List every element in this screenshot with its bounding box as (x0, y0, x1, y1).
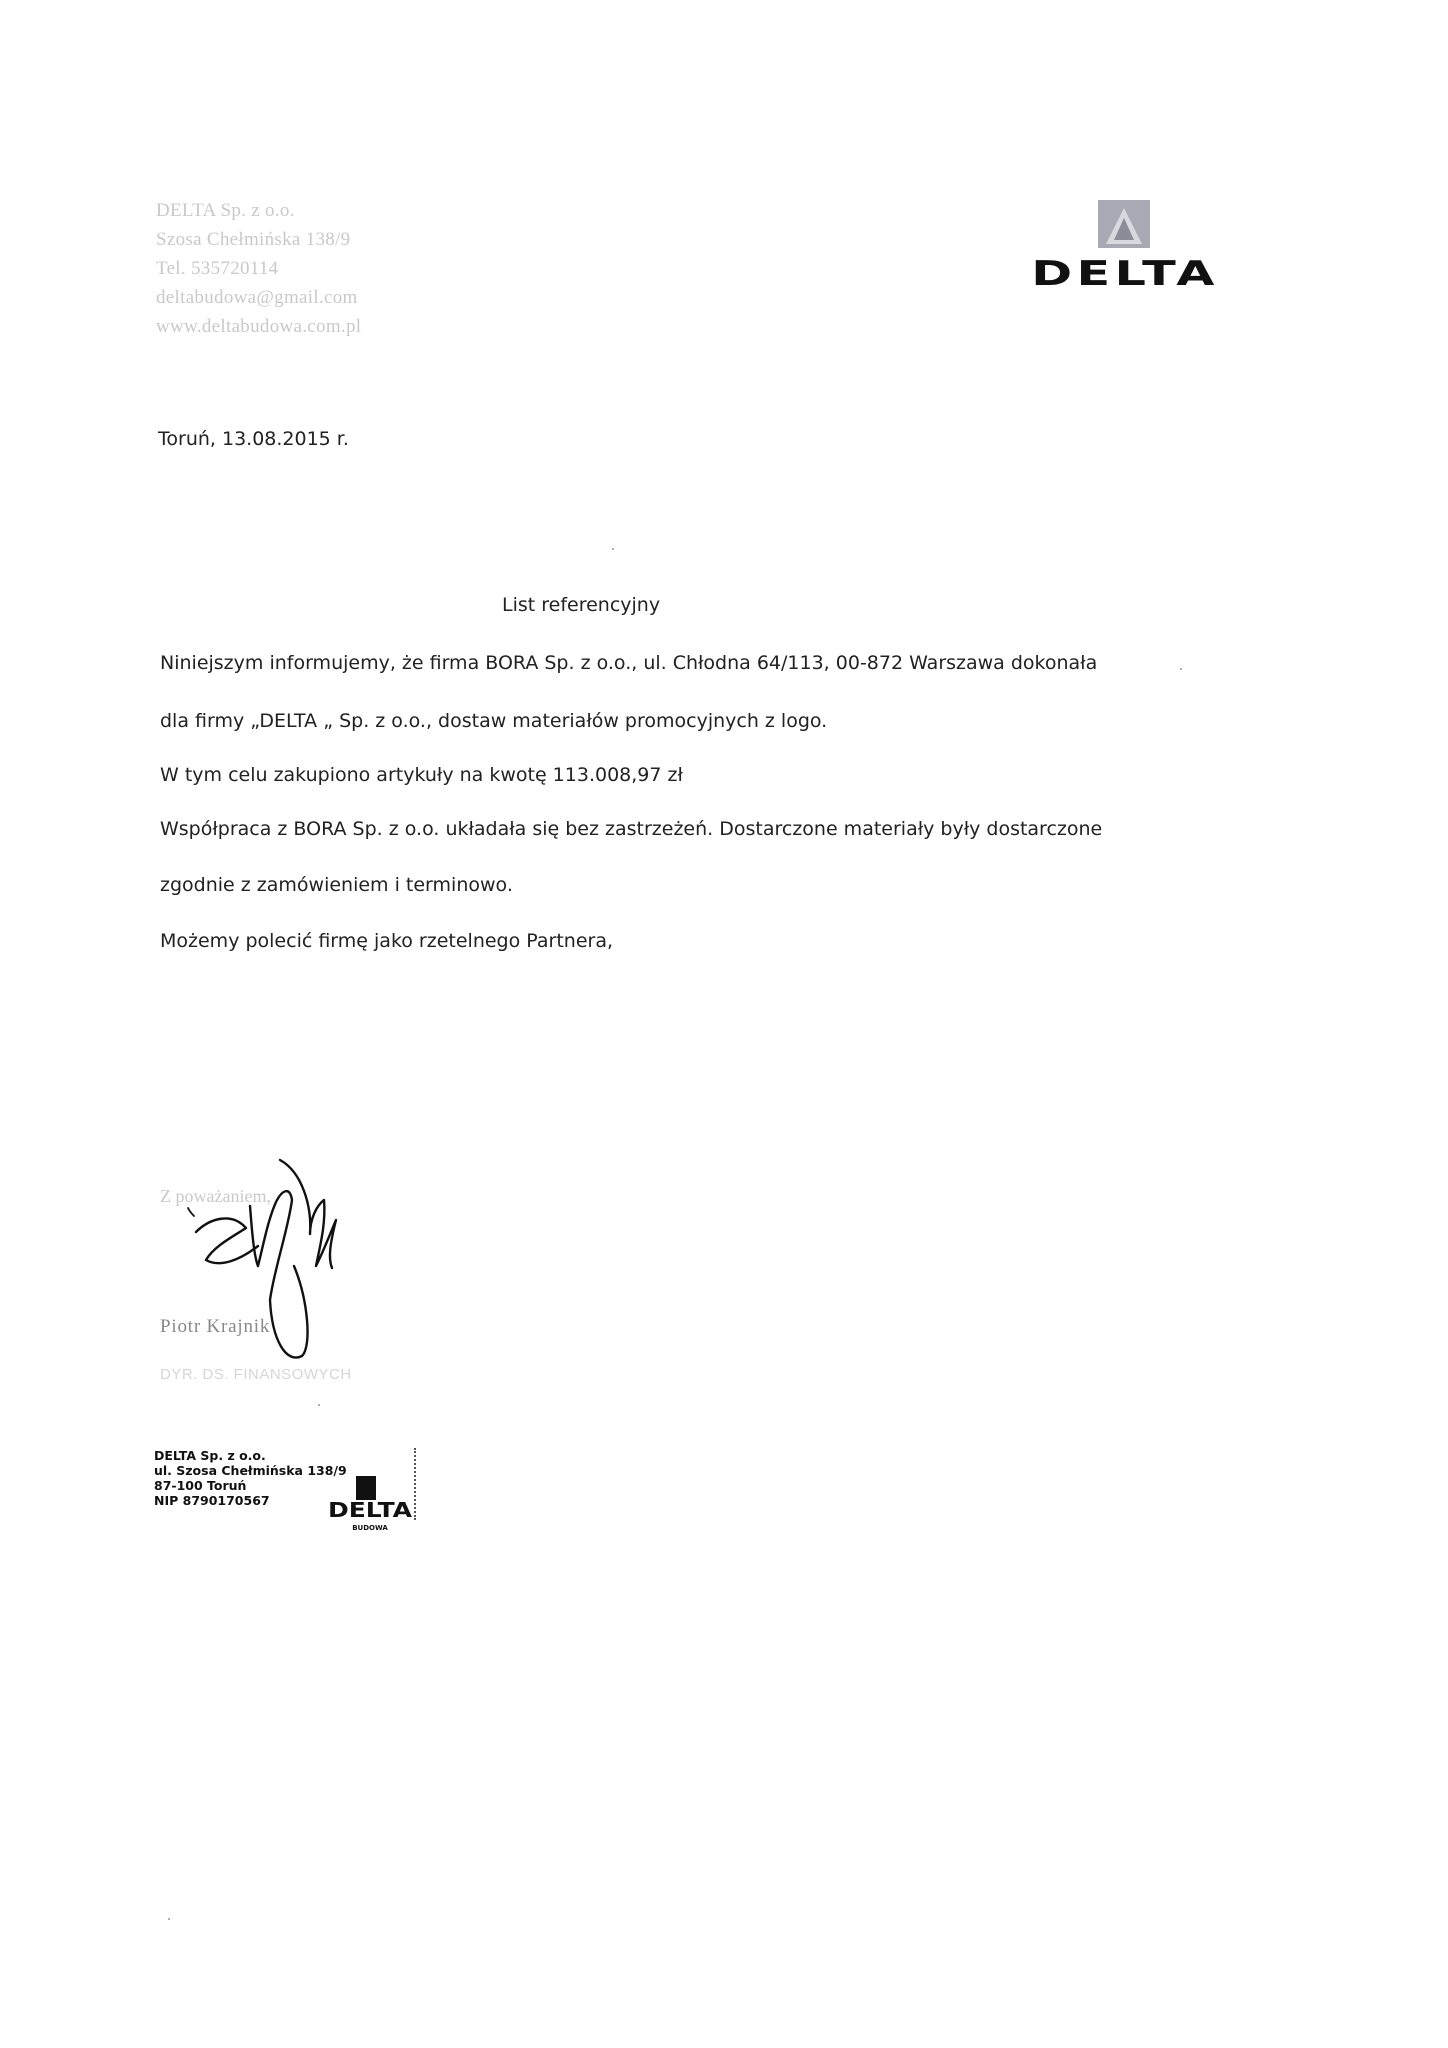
letterhead-street: Szosa Chełmińska 138/9 (156, 229, 351, 250)
closing-salutation: Z poważaniem, (160, 1186, 271, 1206)
handwritten-signature (180, 1150, 410, 1380)
signer-role: DYR. DS. FINANSOWYCH (160, 1366, 352, 1383)
body-paragraph-line: Niniejszym informujemy, że firma BORA Sp. z o.o., ul. Chłodna 64/113, 00-872 Warszawa dokonała (160, 652, 1098, 674)
body-paragraph-line: W tym celu zakupiono artykuły na kwotę 113.008,97 zł (160, 764, 683, 786)
scan-speck (1180, 668, 1182, 670)
company-logo (1020, 200, 1230, 294)
stamp-street: ul. Szosa Chełmińska 138/9 (154, 1463, 347, 1478)
body-paragraph-line: Możemy polecić firmę jako rzetelnego Partnera, (160, 930, 614, 952)
body-paragraph-line: dla firmy „DELTA „ Sp. z o.o., dostaw materiałów promocyjnych z logo. (160, 710, 828, 732)
letterhead-email: deltabudowa@gmail.com (156, 287, 358, 308)
stamp-city: 87-100 Toruń (154, 1478, 247, 1493)
stamp-logo (326, 1476, 414, 1538)
body-paragraph-line: Współpraca z BORA Sp. z o.o. układała się bez zastrzeżeń. Dostarczone materiały były dostarczone (160, 818, 1103, 840)
scan-speck (318, 1404, 320, 1406)
signer-name: Piotr Krajnik (160, 1316, 271, 1337)
company-stamp (150, 1448, 420, 1548)
scan-speck (168, 1918, 170, 1920)
letterhead-phone: Tel. 535720114 (156, 258, 279, 279)
body-paragraph-line: zgodnie z zamówieniem i terminowo. (160, 874, 513, 896)
stamp-triangle-icon (356, 1476, 376, 1500)
letter-title: List referencyjny (502, 594, 661, 616)
stamp-company: DELTA Sp. z o.o. (154, 1448, 266, 1463)
letterhead-website: www.deltabudowa.com.pl (156, 316, 362, 337)
letter-date: Toruń, 13.08.2015 r. (158, 428, 349, 450)
stamp-dotted-edge (414, 1448, 418, 1520)
delta-triangle-icon (1098, 200, 1150, 248)
logo-wordmark: DELTA (1031, 254, 1219, 294)
letterhead-company: DELTA Sp. z o.o. (156, 200, 295, 221)
letterhead-address (156, 196, 361, 341)
stamp-nip: NIP 8790170567 (154, 1493, 270, 1508)
stamp-logo-subtitle: BUDOWA (352, 1524, 388, 1532)
stamp-logo-wordmark: DELTA (327, 1498, 413, 1522)
scan-speck (612, 548, 614, 550)
